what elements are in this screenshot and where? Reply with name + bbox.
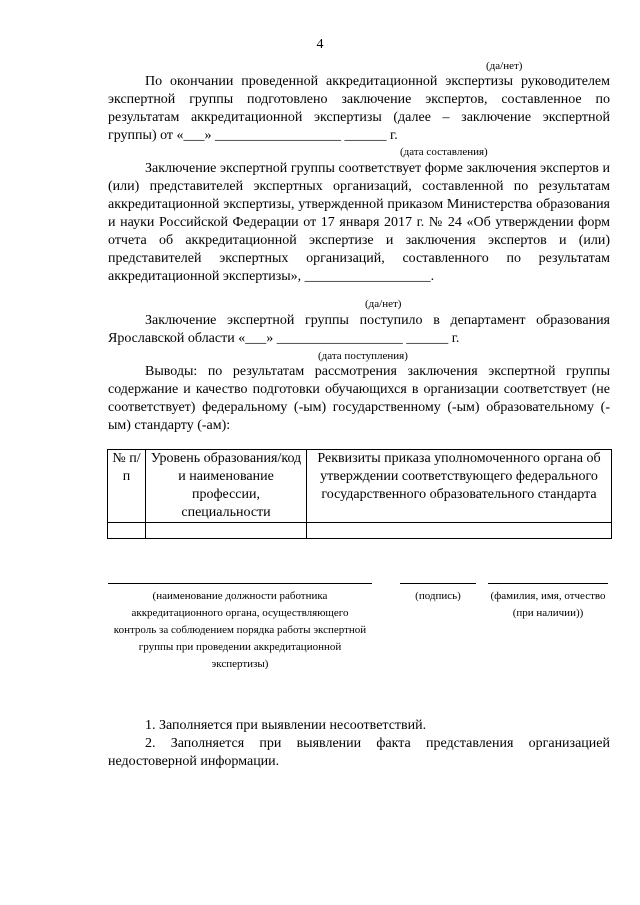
paragraph-expert-conclusion: По окончании проведенной аккредитационной экспертизы руководителем экспертной группы подготовлено заключение экспертов, составленное по результатам аккредитационной экспертизы (далее – заключение экспертной группы) от «___» __________________ ______ г. <box>108 74 610 143</box>
top-note: (да/нет) <box>486 60 523 72</box>
page-number: 4 <box>316 37 324 52</box>
paragraph-conclusions: Выводы: по результатам рассмотрения заключения экспертной группы содержание и качество подготовки обучающихся в организации соответствует (не соответствует) федеральному (-ым) государственному (-ым) образовательному (-ым) стандарту (-ам): <box>108 364 610 433</box>
table-row <box>108 523 612 539</box>
table-cell <box>307 523 612 539</box>
table-cell <box>108 523 146 539</box>
table-header-order: Реквизиты приказа уполномоченного органа об утверждении соответствующего федерального государственного образовательного стандарта <box>307 450 612 523</box>
standards-table <box>107 449 612 539</box>
yes-no-note: (да/нет) <box>365 298 402 310</box>
table-header-number: № п/п <box>108 450 146 523</box>
position-caption: (наименование должности работника аккредитационного органа, осуществляющего контроль за соблюдением порядка работы экспертной группы при проведении аккредитационной экспертизы) <box>113 590 367 670</box>
name-caption: (фамилия, имя, отчество (при наличии)) <box>490 590 606 619</box>
table-header-row <box>108 450 612 523</box>
table-header-level: Уровень образования/код и наименование профессии, специальности <box>146 450 307 523</box>
paragraph-form-compliance: Заключение экспертной группы соответствует форме заключения экспертов и (или) представителей экспертных организаций, составленной по результатам аккредитационной экспертизы, утвержденной приказом Министерства образования и науки Российской Федерации от 17 января 2017 г. № 24 «Об утверждении форм отчета об аккредитационной экспертизе и заключения экспертов и (или) представителей экспертных организаций, составленного по результатам аккредитационной экспертизы», __________________. <box>108 161 610 284</box>
footnote-2: 2. Заполняется при выявлении факта представления организацией недостоверной информации. <box>108 736 610 769</box>
name-signature-line <box>488 583 608 584</box>
paragraph-received: Заключение экспертной группы поступило в департамент образования Ярославской области «___» __________________ ______ г. <box>108 313 610 346</box>
signature-caption: (подпись) <box>415 590 461 602</box>
position-signature-line <box>108 583 372 584</box>
footnote-1: 1. Заполняется при выявлении несоответствий. <box>145 718 427 733</box>
signature-line <box>400 583 476 584</box>
date-received-note: (дата поступления) <box>318 350 408 362</box>
date-compiled-note: (дата составления) <box>400 146 488 158</box>
table-cell <box>146 523 307 539</box>
